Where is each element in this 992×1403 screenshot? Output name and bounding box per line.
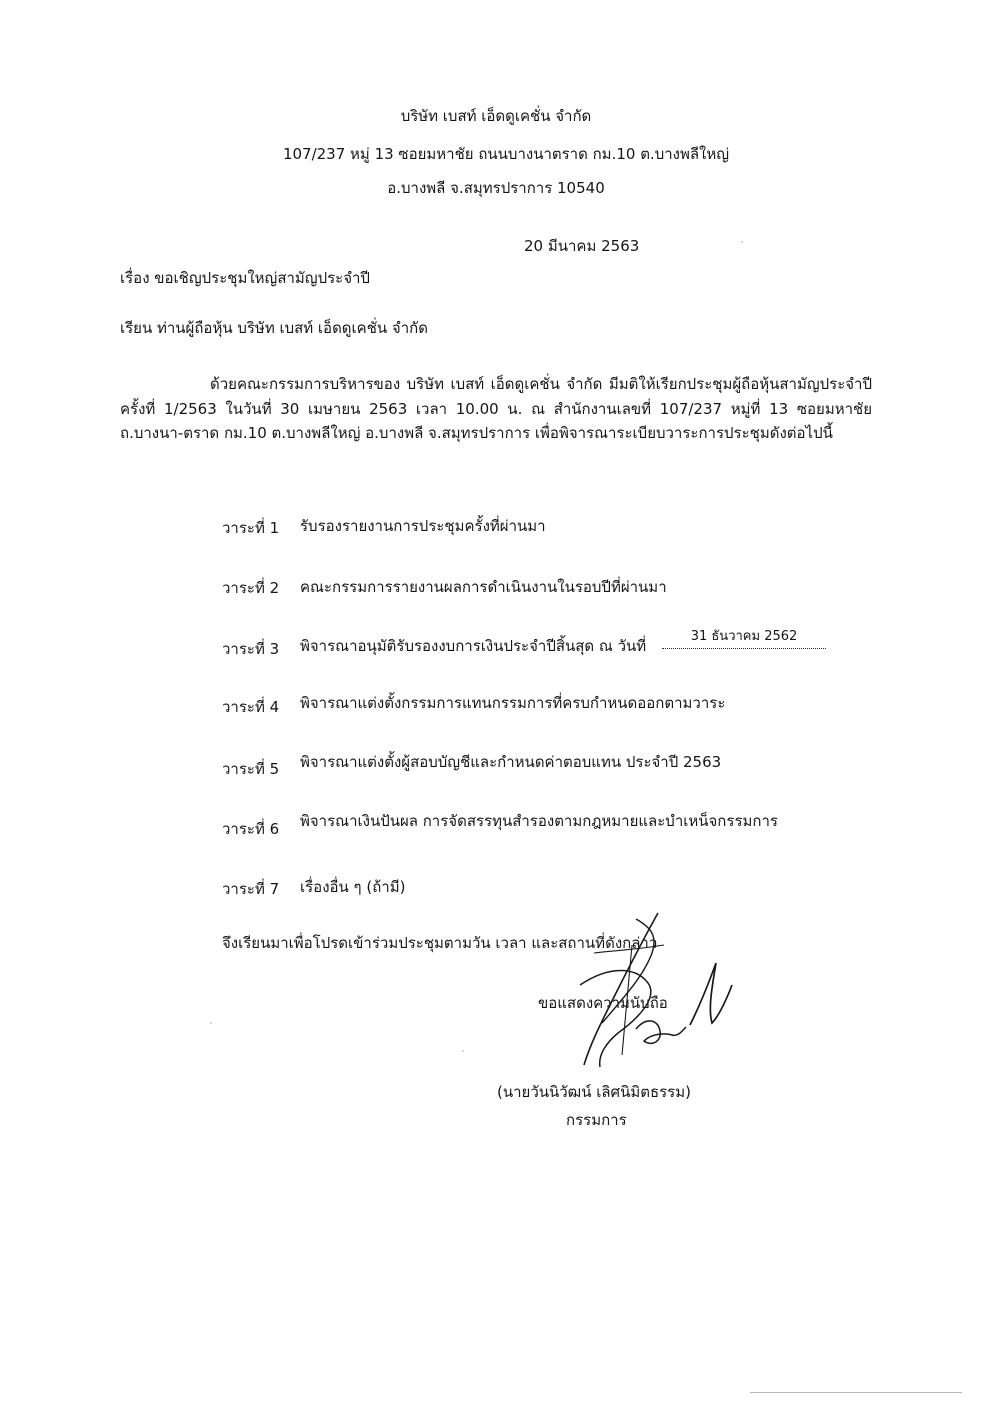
letter-recipient: เรียน ท่านผู้ถือหุ้น บริษัท เบสท์ เอ็ดดูเคชั่น จำกัด	[120, 319, 428, 337]
agenda-item-7-text: เรื่องอื่น ๆ (ถ้ามี)	[300, 878, 406, 896]
agenda-item-3-text: พิจารณาอนุมัติรับรองงบการเงินประจำปีสิ้นสุด ณ วันที่	[300, 637, 647, 655]
agenda-item-1-text: รับรองรายงานการประชุมครั้งที่ผ่านมา	[300, 517, 546, 535]
scan-speck	[741, 241, 743, 243]
agenda-item-5-label: วาระที่ 5	[222, 760, 280, 778]
scan-speck	[462, 1050, 464, 1052]
letter-subject: เรื่อง ขอเชิญประชุมใหญ่สามัญประจำปี	[120, 269, 370, 287]
agenda-item-4-label: วาระที่ 4	[222, 698, 280, 716]
company-address-line-2: อ.บางพลี จ.สมุทรปราการ 10540	[387, 179, 605, 197]
company-name: บริษัท เบสท์ เอ็ดดูเคชั่น จำกัด	[400, 107, 592, 125]
closing-sentence: จึงเรียนมาเพื่อโปรดเข้าร่วมประชุมตามวัน เวลา และสถานที่ดังกล่าว	[222, 934, 658, 952]
scan-speck	[210, 1022, 212, 1024]
letter-date: 20 มีนาคม 2563	[524, 237, 640, 255]
signer-name: (นายวันนิวัฒน์ เลิศนิมิตธรรม)	[497, 1083, 691, 1101]
body-paragraph: ด้วยคณะกรรมการบริหารของ บริษัท เบสท์ เอ็ดดูเคชั่น จำกัด มีมติให้เรียกประชุมผู้ถือหุ้นสามัญประจำปี ครั้งที่ 1/2563 ในวันที่ 30 เมษายน 2563 เวลา 10.00 น. ณ สำนักงานเลขที่ 107/237 หมู่ที่ 13 ซอยมหาชัย ถ.บางนา-ตราด กม.10 ต.บางพลีใหญ่ อ.บางพลี จ.สมุทรปราการ เพื่อพิจารณาระเบียบวาระการประชุมดังต่อไปนี้	[120, 375, 872, 442]
agenda-item-2-label: วาระที่ 2	[222, 579, 280, 597]
scan-edge-line	[750, 1392, 962, 1393]
agenda-item-5-text: พิจารณาแต่งตั้งผู้สอบบัญชีและกำหนดค่าตอบแทน ประจำปี 2563	[300, 753, 722, 771]
agenda-item-2-text: คณะกรรมการรายงานผลการดำเนินงานในรอบปีที่ผ่านมา	[300, 578, 667, 596]
agenda-item-3-fill-date: 31 ธันวาคม 2562	[662, 626, 826, 649]
regards-text: ขอแสดงความนับถือ	[538, 994, 668, 1012]
agenda-item-7-label: วาระที่ 7	[222, 880, 280, 898]
company-address-line-1: 107/237 หมู่ 13 ซอยมหาชัย ถนนบางนาตราด กม.10 ต.บางพลีใหญ่	[282, 145, 730, 163]
agenda-item-6-text: พิจารณาเงินปันผล การจัดสรรทุนสำรองตามกฎหมายและบำเหน็จกรรมการ	[300, 812, 778, 830]
agenda-item-3-label: วาระที่ 3	[222, 640, 280, 658]
agenda-item-1-label: วาระที่ 1	[222, 519, 280, 537]
agenda-item-6-label: วาระที่ 6	[222, 820, 280, 838]
agenda-item-4-text: พิจารณาแต่งตั้งกรรมการแทนกรรมการที่ครบกำหนดออกตามวาระ	[300, 694, 726, 712]
signer-title: กรรมการ	[566, 1111, 627, 1129]
handwritten-signature	[540, 905, 740, 1075]
